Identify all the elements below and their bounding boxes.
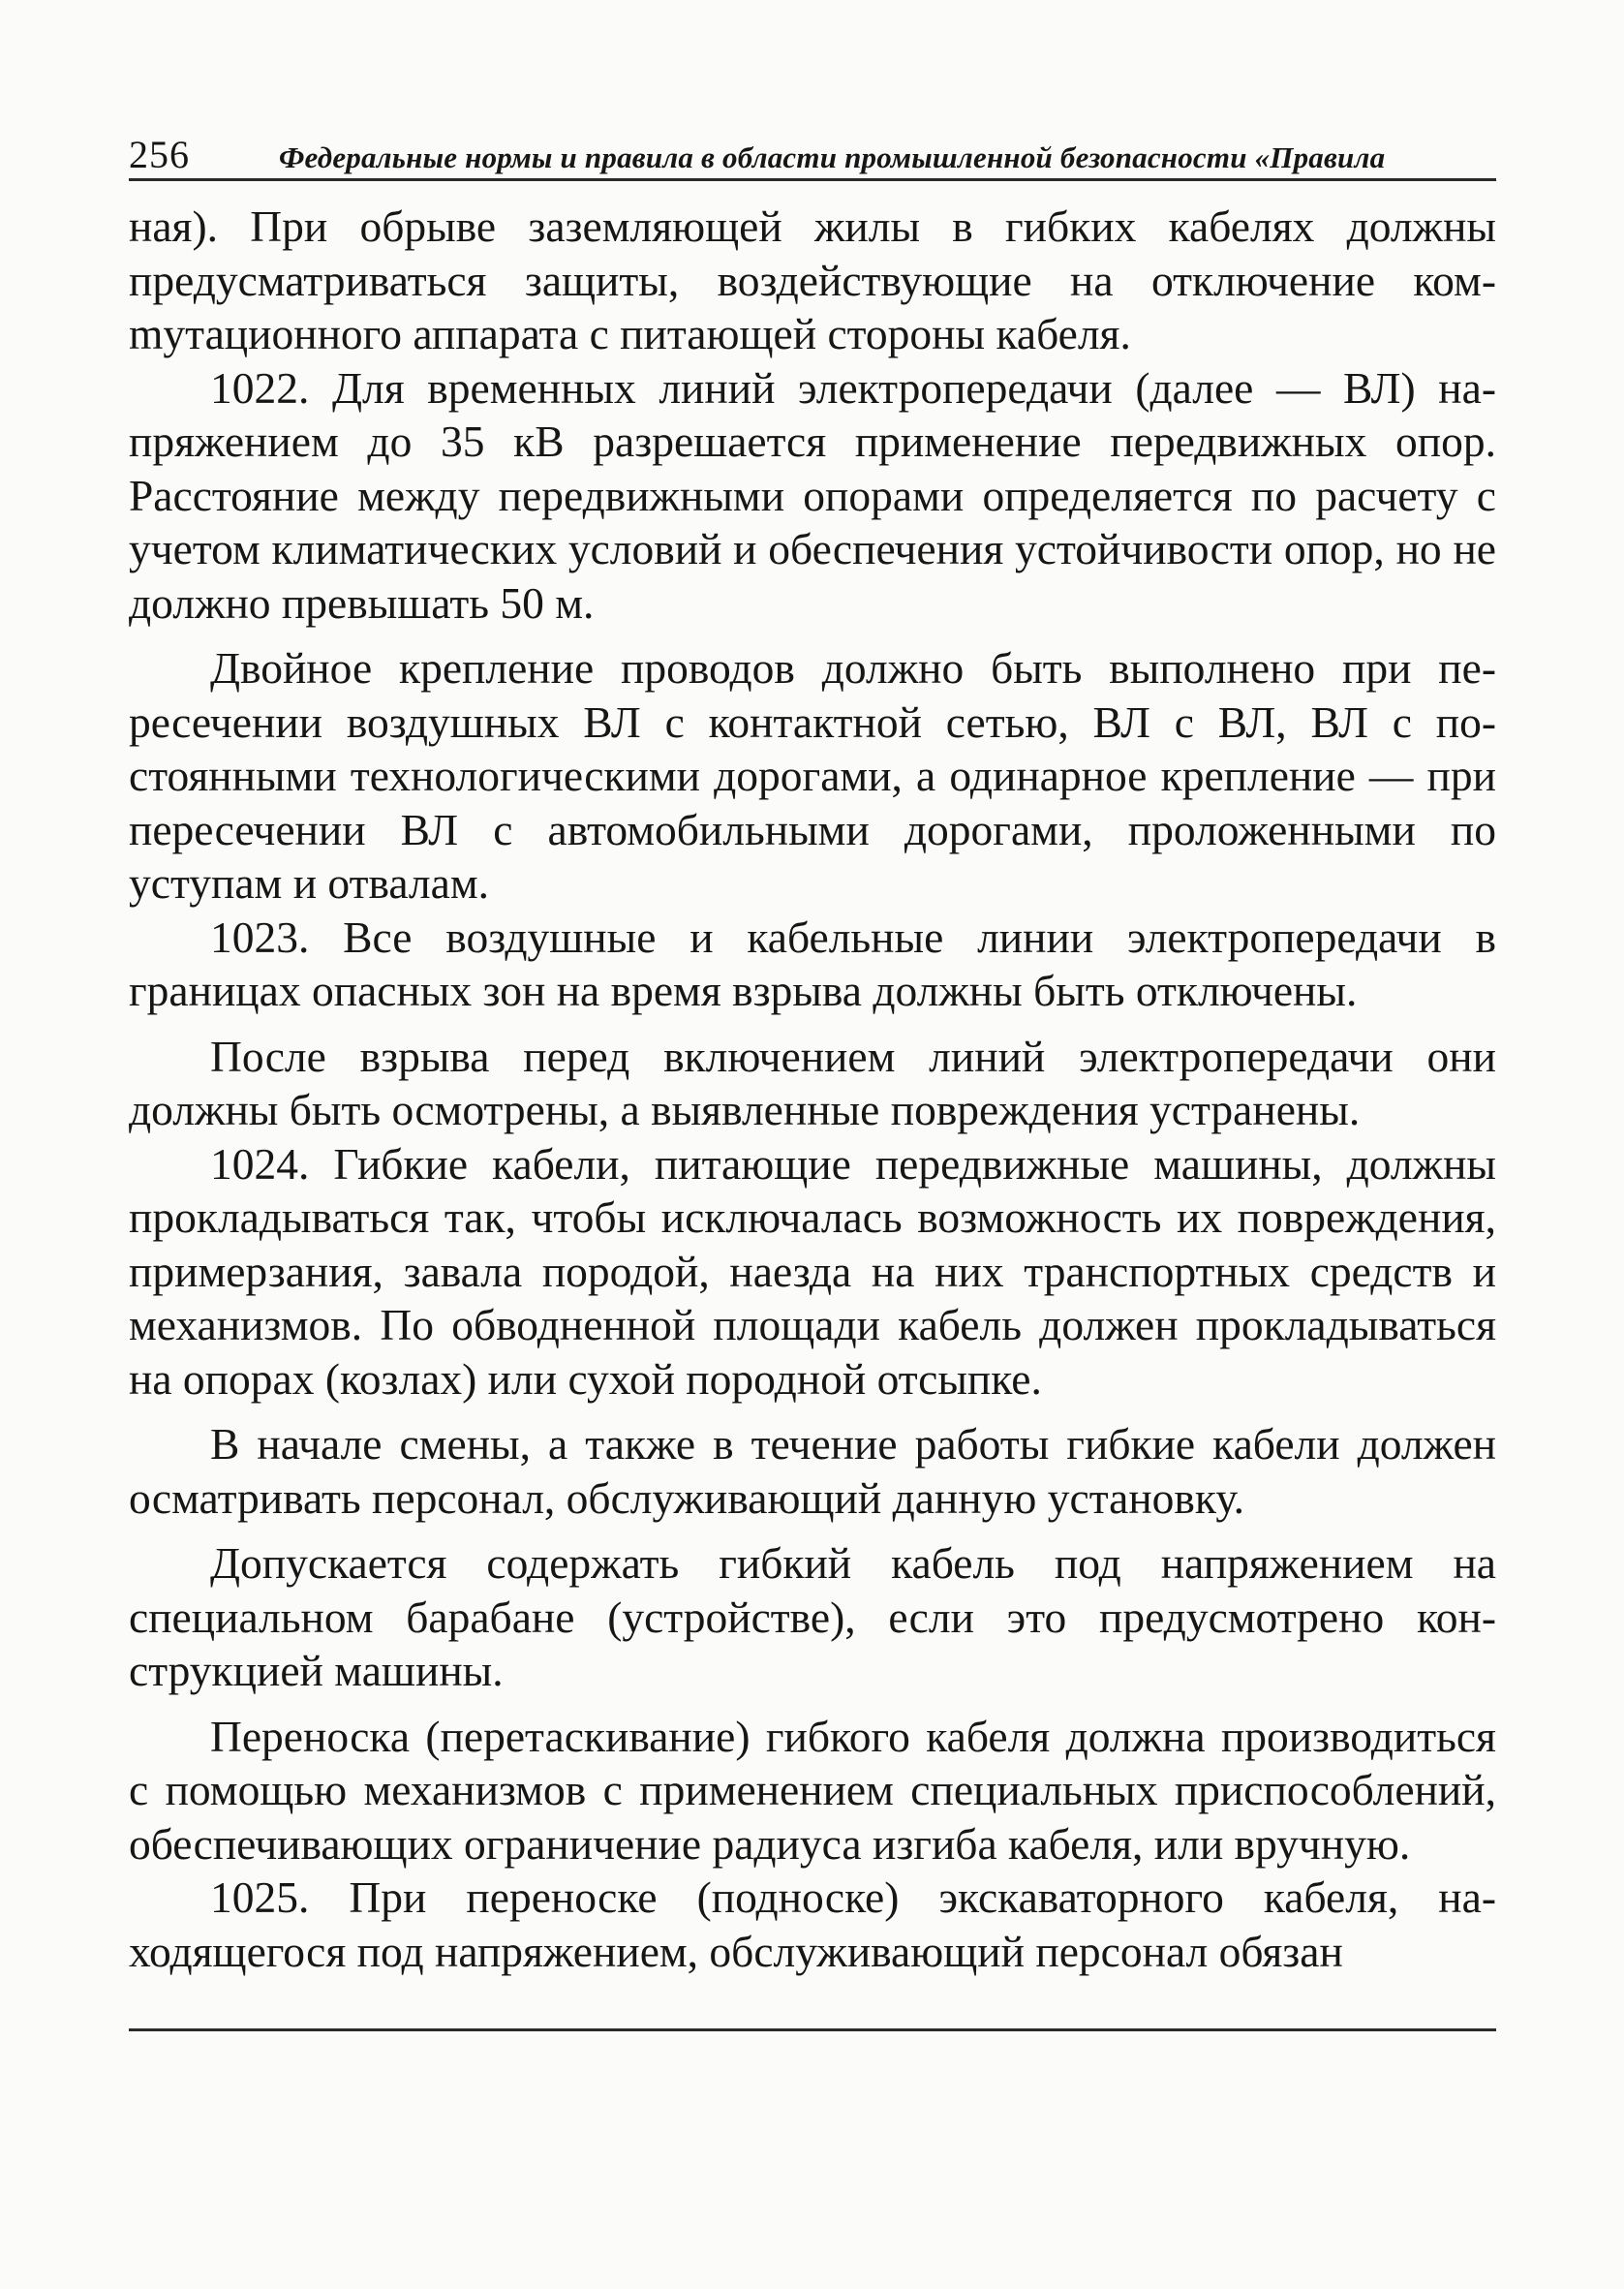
- paragraph-1025: 1025. При переноске (подноске) экскаваторного кабеля, находящегося под напряжением, обслуживающий персонал обязан: [129, 1872, 1496, 1976]
- page-header: [129, 132, 1496, 181]
- paragraph-double-fastening: Двойное крепление проводов должно быть выполнено при пересечении воздушных ВЛ с контактной сетью, ВЛ с ВЛ, ВЛ с постоянными технологическими дорогами, а одинарное крепление — при пересечении ВЛ с автомобильными дорогами, проложенными по уступам и отвалам.: [129, 643, 1496, 908]
- paragraph-1022: 1022. Для временных линий электропередачи (далее — ВЛ) напряжением до 35 кВ разрешается применение передвижных опор. Расстояние между передвижными опорами определяется по расчету с учетом климатических условий и обеспечения устойчивости опор, но не должно превышать 50 м.: [129, 362, 1496, 628]
- paragraph-1024: 1024. Гибкие кабели, питающие передвижные машины, должны прокладываться так, чтобы исключалась возможность их повреждения, примерзания, завала породой, наезда на них транспортных средств и механизмов. По обводненной площади кабель должен прокладываться на опорах (козлах) или сухой породной отсыпке.: [129, 1138, 1496, 1404]
- paragraph-continuation: ная). При обрыве заземляющей жилы в гибких кабелях должны предусматриваться защиты, воздействующие на отключение комmутационного аппарата с питающей стороны кабеля.: [129, 201, 1496, 358]
- body-text: [129, 200, 1496, 1978]
- page-number: 256: [129, 133, 190, 176]
- paragraph-1023: 1023. Все воздушные и кабельные линии электропередачи в границах опасных зон на время взрыва должны быть отключены.: [129, 912, 1496, 1015]
- running-title: Федеральные нормы и правила в области промышленной безопасности «Правила: [279, 140, 1386, 174]
- paragraph-cable-carrying: Переноска (перетаскивание) гибкого кабеля должна производиться с помощью механизмов с применением специальных приспособлений, обеспечивающих ограничение радиуса изгиба кабеля, или вручную.: [129, 1711, 1496, 1869]
- paragraph-cable-drum: Допускается содержать гибкий кабель под напряжением на специальном барабане (устройстве), если это предусмотрено конструкцией машины.: [129, 1538, 1496, 1695]
- paragraph-after-blast: После взрыва перед включением линий электропередачи они должны быть осмотрены, а выявленные повреждения устранены.: [129, 1031, 1496, 1134]
- paragraph-shift-inspection: В начале смены, а также в течение работы гибкие кабели должен осматривать персонал, обслуживающий данную установку.: [129, 1419, 1496, 1523]
- bottom-rule: [129, 2028, 1496, 2031]
